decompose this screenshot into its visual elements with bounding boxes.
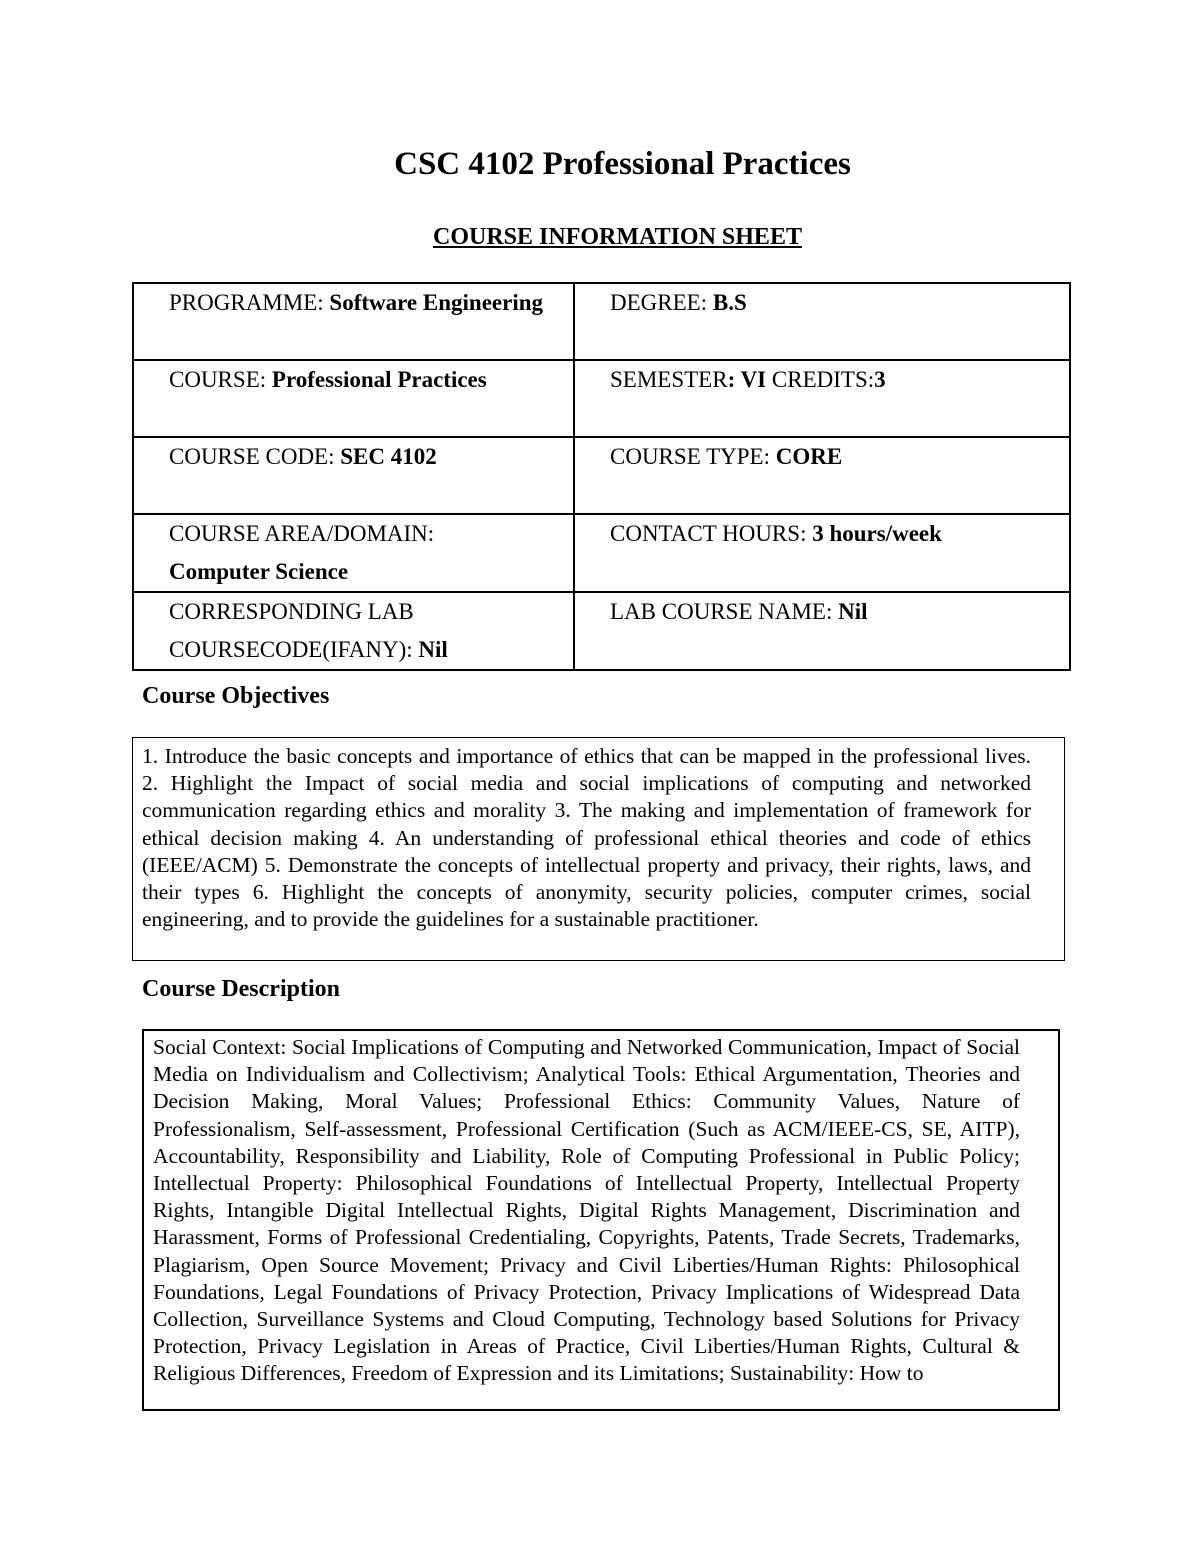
objectives-box bbox=[132, 737, 1065, 961]
programme-label: PROGRAMME: bbox=[169, 290, 330, 315]
table-row bbox=[133, 360, 1070, 437]
credits-label: CREDITS: bbox=[771, 367, 875, 392]
course-area-value: Computer Science bbox=[169, 559, 349, 584]
semester-cell bbox=[574, 360, 1070, 437]
course-area-cell bbox=[133, 514, 574, 592]
course-type-label: COURSE TYPE: bbox=[610, 444, 776, 469]
credits-value: 3 bbox=[874, 367, 886, 392]
lab-code-label-line2: COURSECODE(IFANY): bbox=[169, 637, 419, 662]
objectives-heading: Course Objectives bbox=[142, 683, 330, 709]
degree-value: B.S bbox=[712, 290, 747, 315]
course-type-value: CORE bbox=[775, 444, 843, 469]
lab-name-cell bbox=[574, 592, 1070, 670]
course-cell bbox=[133, 360, 574, 437]
lab-code-cell bbox=[133, 592, 574, 670]
table-row bbox=[133, 437, 1070, 514]
course-info-table bbox=[132, 282, 1071, 671]
contact-hours-cell bbox=[574, 514, 1070, 592]
course-label: COURSE: bbox=[169, 367, 272, 392]
objectives-text: 1. Introduce the basic concepts and importance of ethics that can be mapped in the professional lives. 2. Highlight the Impact of social media and social implications of computing and networked communication regarding ethics and morality 3. The making and implementation of framework for ethical decision making 4. An understanding of professional ethical theories and code of ethics (IEEE/ACM) 5. Demonstrate the concepts of intellectual property and privacy, their rights, laws, and their types 6. Highlight the concepts of anonymity, security policies, computer crimes, social engineering, and to provide the guidelines for a sustainable practitioner. bbox=[142, 744, 1031, 932]
page-title: CSC 4102 Professional Practices bbox=[394, 146, 851, 182]
description-text: Social Context: Social Implications of Computing and Networked Communication, Impact of Social Media on Individualism and Collectivism; Analytical Tools: Ethical Argumentation, Theories and Decision Making, Moral Values; Professional Ethics: Community Values, Nature of Professionalism, Self-assessment, Professional Certification (Such as ACM/IEEE-CS, SE, AITP), Accountability, Responsibility and Liability, Role of Computing Professional in Public Policy; Intellectual Property: Philosophical Foundations of Intellectual Property, Intellectual Property Rights, Intangible Digital Intellectual Rights, Digital Rights Management, Discrimination and Harassment, Forms of Professional Credentialing, Copyrights, Patents, Trade Secrets, Trademarks, Plagiarism, Open Source Movement; Privacy and Civil Liberties/Human Rights: Philosophical Foundations, Legal Foundations of Privacy Protection, Privacy Implications of Widespread Data Collection, Surveillance Systems and Cloud Computing, Technology based Solutions for Privacy Protection, Privacy Legislation in Areas of Practice, Civil Liberties/Human Rights, Cultural & Religious Differences, Freedom of Expression and its Limitations; Sustainability: How to bbox=[153, 1035, 1020, 1386]
description-heading: Course Description bbox=[142, 976, 340, 1002]
course-code-cell bbox=[133, 437, 574, 514]
table-row bbox=[133, 592, 1070, 670]
lab-name-label: LAB COURSE NAME: bbox=[610, 599, 839, 624]
degree-cell bbox=[574, 283, 1070, 360]
contact-hours-value: 3 hours/week bbox=[812, 521, 942, 546]
contact-hours-label: CONTACT HOURS: bbox=[610, 521, 813, 546]
semester-label: SEMESTER bbox=[610, 367, 728, 392]
course-code-value: SEC 4102 bbox=[340, 444, 437, 469]
lab-code-value: Nil bbox=[418, 637, 448, 662]
sheet-subtitle: COURSE INFORMATION SHEET bbox=[433, 224, 802, 250]
lab-name-value: Nil bbox=[838, 599, 868, 624]
programme-cell bbox=[133, 283, 574, 360]
degree-label: DEGREE: bbox=[610, 290, 713, 315]
table-row bbox=[133, 514, 1070, 592]
lab-code-label-line1: CORRESPONDING LAB bbox=[169, 599, 414, 624]
semester-value: : VI bbox=[727, 367, 772, 392]
course-type-cell bbox=[574, 437, 1070, 514]
course-code-label: COURSE CODE: bbox=[169, 444, 341, 469]
programme-value: Software Engineering bbox=[329, 290, 543, 315]
description-box bbox=[142, 1029, 1060, 1411]
course-area-label: COURSE AREA/DOMAIN: bbox=[169, 521, 435, 546]
table-row bbox=[133, 283, 1070, 360]
course-value: Professional Practices bbox=[271, 367, 487, 392]
